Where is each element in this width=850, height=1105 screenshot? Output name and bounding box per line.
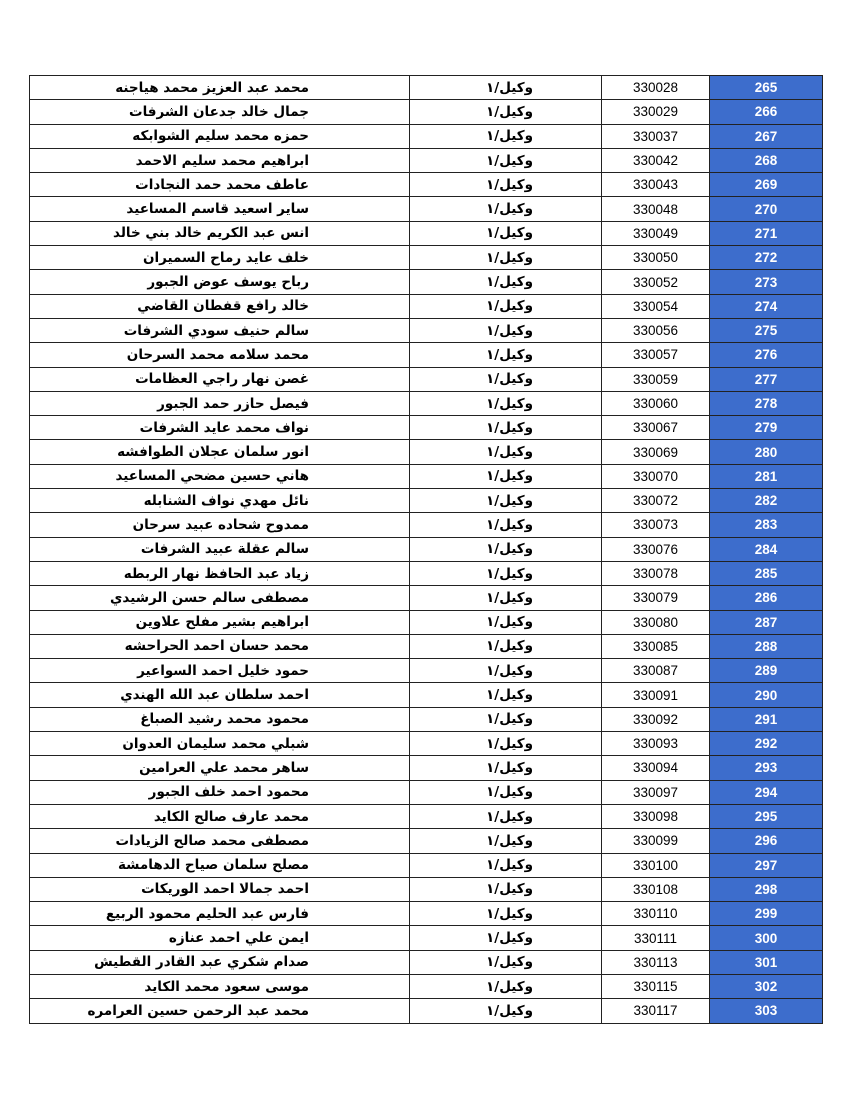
table-row (30, 537, 823, 561)
serial-number-cell: 282 (710, 489, 823, 513)
name-cell: فارس عبد الحليم محمود الربيع (30, 902, 410, 926)
rank-cell: وكيل/١ (410, 489, 602, 513)
id-number-cell: 330073 (602, 513, 710, 537)
table-row (30, 246, 823, 270)
name-cell: رباح يوسف عوض الجبور (30, 270, 410, 294)
table-row (30, 489, 823, 513)
table-row (30, 343, 823, 367)
rank-cell: وكيل/١ (410, 586, 602, 610)
id-number-cell: 330085 (602, 634, 710, 658)
rank-cell: وكيل/١ (410, 829, 602, 853)
id-number-cell: 330049 (602, 221, 710, 245)
serial-number-cell: 294 (710, 780, 823, 804)
serial-number-cell: 269 (710, 173, 823, 197)
serial-number-cell: 280 (710, 440, 823, 464)
serial-number-cell: 284 (710, 537, 823, 561)
name-cell: شبلي محمد سليمان العدوان (30, 732, 410, 756)
rank-cell: وكيل/١ (410, 804, 602, 828)
name-cell: صدام شكري عبد القادر القطيش (30, 950, 410, 974)
rank-cell: وكيل/١ (410, 416, 602, 440)
serial-number-cell: 275 (710, 318, 823, 342)
name-cell: ايمن علي احمد عنازه (30, 926, 410, 950)
table-row (30, 318, 823, 342)
serial-number-cell: 302 (710, 974, 823, 998)
table-row (30, 974, 823, 998)
name-cell: محمود محمد رشيد الصباغ (30, 707, 410, 731)
serial-number-cell: 298 (710, 877, 823, 901)
serial-number-cell: 291 (710, 707, 823, 731)
name-cell: خالد رافع قفطان القاضي (30, 294, 410, 318)
serial-number-cell: 285 (710, 561, 823, 585)
name-cell: غصن نهار راجي العظامات (30, 367, 410, 391)
name-cell: انس عبد الكريم خالد بني خالد (30, 221, 410, 245)
rank-cell: وكيل/١ (410, 902, 602, 926)
name-cell: محمد سلامه محمد السرحان (30, 343, 410, 367)
id-number-cell: 330059 (602, 367, 710, 391)
name-cell: ابراهيم محمد سليم الاحمد (30, 148, 410, 172)
serial-number-cell: 271 (710, 221, 823, 245)
name-cell: ابراهيم بشير مفلح علاوين (30, 610, 410, 634)
id-number-cell: 330115 (602, 974, 710, 998)
serial-number-cell: 292 (710, 732, 823, 756)
serial-number-cell: 267 (710, 124, 823, 148)
name-cell: فيصل حازر حمد الجبور (30, 391, 410, 415)
rank-cell: وكيل/١ (410, 173, 602, 197)
id-number-cell: 330087 (602, 659, 710, 683)
id-number-cell: 330110 (602, 902, 710, 926)
rank-cell: وكيل/١ (410, 780, 602, 804)
serial-number-cell: 273 (710, 270, 823, 294)
serial-number-cell: 295 (710, 804, 823, 828)
serial-number-cell: 287 (710, 610, 823, 634)
id-number-cell: 330113 (602, 950, 710, 974)
rank-cell: وكيل/١ (410, 270, 602, 294)
table-row (30, 853, 823, 877)
name-cell: انور سلمان عجلان الطوافشه (30, 440, 410, 464)
table-row (30, 270, 823, 294)
name-cell: نائل مهدي نواف الشنابله (30, 489, 410, 513)
id-number-cell: 330076 (602, 537, 710, 561)
table-row (30, 221, 823, 245)
rank-cell: وكيل/١ (410, 926, 602, 950)
id-number-cell: 330091 (602, 683, 710, 707)
rank-cell: وكيل/١ (410, 440, 602, 464)
rank-cell: وكيل/١ (410, 659, 602, 683)
rank-cell: وكيل/١ (410, 634, 602, 658)
serial-number-cell: 281 (710, 464, 823, 488)
id-number-cell: 330043 (602, 173, 710, 197)
roster-table-body (30, 76, 823, 1024)
table-row (30, 999, 823, 1023)
name-cell: احمد سلطان عبد الله الهندي (30, 683, 410, 707)
table-row (30, 391, 823, 415)
table-row (30, 683, 823, 707)
name-cell: محمد عبد الرحمن حسين العرامره (30, 999, 410, 1023)
table-row (30, 173, 823, 197)
table-row (30, 586, 823, 610)
rank-cell: وكيل/١ (410, 464, 602, 488)
serial-number-cell: 266 (710, 100, 823, 124)
id-number-cell: 330099 (602, 829, 710, 853)
id-number-cell: 330037 (602, 124, 710, 148)
id-number-cell: 330069 (602, 440, 710, 464)
id-number-cell: 330054 (602, 294, 710, 318)
name-cell: سالم حنيف سودي الشرفات (30, 318, 410, 342)
table-row (30, 440, 823, 464)
table-row (30, 76, 823, 100)
name-cell: ساير اسعيد قاسم المساعيد (30, 197, 410, 221)
name-cell: ممدوح شحاده عبيد سرحان (30, 513, 410, 537)
id-number-cell: 330093 (602, 732, 710, 756)
id-number-cell: 330117 (602, 999, 710, 1023)
rank-cell: وكيل/١ (410, 246, 602, 270)
id-number-cell: 330097 (602, 780, 710, 804)
rank-cell: وكيل/١ (410, 197, 602, 221)
id-number-cell: 330098 (602, 804, 710, 828)
id-number-cell: 330048 (602, 197, 710, 221)
table-row (30, 829, 823, 853)
table-row (30, 100, 823, 124)
name-cell: زياد عبد الحافظ نهار الربطه (30, 561, 410, 585)
table-row (30, 877, 823, 901)
rank-cell: وكيل/١ (410, 148, 602, 172)
id-number-cell: 330111 (602, 926, 710, 950)
rank-cell: وكيل/١ (410, 853, 602, 877)
id-number-cell: 330056 (602, 318, 710, 342)
serial-number-cell: 272 (710, 246, 823, 270)
table-row (30, 124, 823, 148)
rank-cell: وكيل/١ (410, 974, 602, 998)
id-number-cell: 330029 (602, 100, 710, 124)
roster-table (29, 75, 823, 1024)
id-number-cell: 330092 (602, 707, 710, 731)
name-cell: حمود خليل احمد السواعير (30, 659, 410, 683)
table-row (30, 902, 823, 926)
serial-number-cell: 274 (710, 294, 823, 318)
rank-cell: وكيل/١ (410, 707, 602, 731)
rank-cell: وكيل/١ (410, 877, 602, 901)
serial-number-cell: 268 (710, 148, 823, 172)
serial-number-cell: 293 (710, 756, 823, 780)
name-cell: محمود احمد خلف الجبور (30, 780, 410, 804)
table-row (30, 732, 823, 756)
table-row (30, 804, 823, 828)
id-number-cell: 330067 (602, 416, 710, 440)
name-cell: نواف محمد عايد الشرفات (30, 416, 410, 440)
serial-number-cell: 288 (710, 634, 823, 658)
table-row (30, 197, 823, 221)
table-row (30, 707, 823, 731)
rank-cell: وكيل/١ (410, 391, 602, 415)
serial-number-cell: 303 (710, 999, 823, 1023)
serial-number-cell: 277 (710, 367, 823, 391)
table-row (30, 659, 823, 683)
name-cell: عاطف محمد حمد النجادات (30, 173, 410, 197)
name-cell: مصلح سلمان صياح الدهامشة (30, 853, 410, 877)
serial-number-cell: 289 (710, 659, 823, 683)
name-cell: خلف عايد رماح السميران (30, 246, 410, 270)
rank-cell: وكيل/١ (410, 318, 602, 342)
name-cell: سالم عقلة عبيد الشرفات (30, 537, 410, 561)
name-cell: ساهر محمد علي العرامين (30, 756, 410, 780)
rank-cell: وكيل/١ (410, 732, 602, 756)
id-number-cell: 330108 (602, 877, 710, 901)
name-cell: احمد جمالا احمد الوريكات (30, 877, 410, 901)
rank-cell: وكيل/١ (410, 537, 602, 561)
rank-cell: وكيل/١ (410, 76, 602, 100)
table-row (30, 756, 823, 780)
name-cell: هاني حسين مضحي المساعيد (30, 464, 410, 488)
serial-number-cell: 279 (710, 416, 823, 440)
rank-cell: وكيل/١ (410, 367, 602, 391)
serial-number-cell: 283 (710, 513, 823, 537)
rank-cell: وكيل/١ (410, 343, 602, 367)
name-cell: موسى سعود محمد الكايد (30, 974, 410, 998)
serial-number-cell: 297 (710, 853, 823, 877)
rank-cell: وكيل/١ (410, 756, 602, 780)
rank-cell: وكيل/١ (410, 124, 602, 148)
name-cell: محمد حسان احمد الحراحشه (30, 634, 410, 658)
table-row (30, 780, 823, 804)
table-row (30, 610, 823, 634)
id-number-cell: 330052 (602, 270, 710, 294)
serial-number-cell: 299 (710, 902, 823, 926)
serial-number-cell: 270 (710, 197, 823, 221)
name-cell: مصطفى محمد صالح الزيادات (30, 829, 410, 853)
table-row (30, 294, 823, 318)
rank-cell: وكيل/١ (410, 610, 602, 634)
table-row (30, 464, 823, 488)
id-number-cell: 330072 (602, 489, 710, 513)
table-row (30, 148, 823, 172)
name-cell: جمال خالد جدعان الشرفات (30, 100, 410, 124)
rank-cell: وكيل/١ (410, 683, 602, 707)
id-number-cell: 330050 (602, 246, 710, 270)
rank-cell: وكيل/١ (410, 513, 602, 537)
table-row (30, 561, 823, 585)
table-row (30, 416, 823, 440)
name-cell: مصطفى سالم حسن الرشيدي (30, 586, 410, 610)
rank-cell: وكيل/١ (410, 950, 602, 974)
serial-number-cell: 300 (710, 926, 823, 950)
id-number-cell: 330080 (602, 610, 710, 634)
serial-number-cell: 278 (710, 391, 823, 415)
table-row (30, 367, 823, 391)
rank-cell: وكيل/١ (410, 221, 602, 245)
name-cell: محمد عبد العزيز محمد هياجنه (30, 76, 410, 100)
serial-number-cell: 265 (710, 76, 823, 100)
serial-number-cell: 276 (710, 343, 823, 367)
id-number-cell: 330078 (602, 561, 710, 585)
rank-cell: وكيل/١ (410, 999, 602, 1023)
id-number-cell: 330079 (602, 586, 710, 610)
rank-cell: وكيل/١ (410, 294, 602, 318)
id-number-cell: 330100 (602, 853, 710, 877)
rank-cell: وكيل/١ (410, 561, 602, 585)
table-row (30, 926, 823, 950)
serial-number-cell: 286 (710, 586, 823, 610)
id-number-cell: 330057 (602, 343, 710, 367)
name-cell: حمزه محمد سليم الشوابكه (30, 124, 410, 148)
name-cell: محمد عارف صالح الكايد (30, 804, 410, 828)
id-number-cell: 330028 (602, 76, 710, 100)
serial-number-cell: 301 (710, 950, 823, 974)
table-row (30, 950, 823, 974)
serial-number-cell: 290 (710, 683, 823, 707)
id-number-cell: 330042 (602, 148, 710, 172)
id-number-cell: 330060 (602, 391, 710, 415)
rank-cell: وكيل/١ (410, 100, 602, 124)
serial-number-cell: 296 (710, 829, 823, 853)
id-number-cell: 330094 (602, 756, 710, 780)
id-number-cell: 330070 (602, 464, 710, 488)
table-row (30, 634, 823, 658)
table-row (30, 513, 823, 537)
